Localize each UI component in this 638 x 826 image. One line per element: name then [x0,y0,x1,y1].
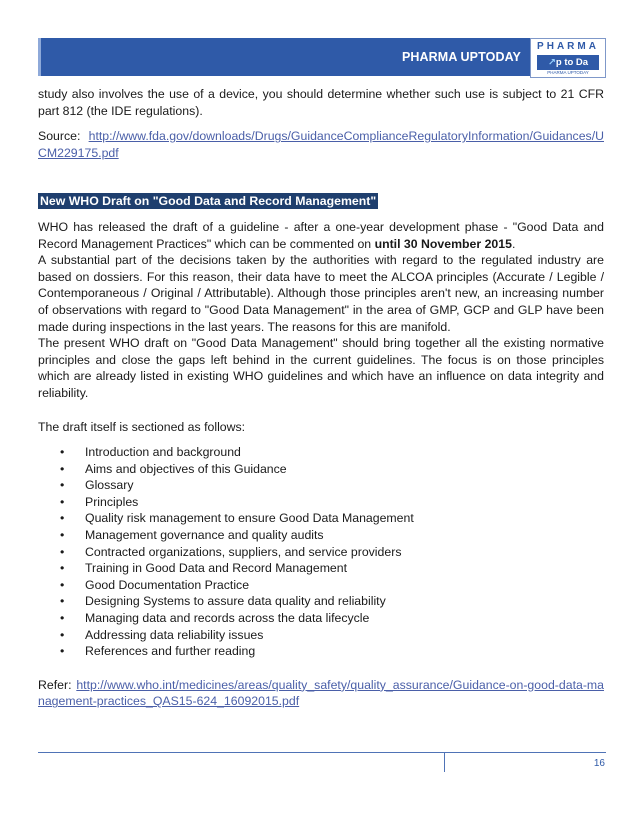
bullet-icon: • [60,445,65,460]
paragraph-3: The present WHO draft on "Good Data Management" should bring together all the existing normative principles and close the gaps left behind in the current guidelines. The focus is on those principles which are already listed in existing WHO guidelines and which have an influence on data integrity and reliability. [38,336,604,400]
intro-paragraph: study also involves the use of a device, you should determine whether such use is subject to 21 CFR part 812 (the IDE regulations). [38,87,604,118]
list-item [38,643,604,660]
list-item-text: Managing data and records across the data lifecycle [85,611,370,626]
list-item [38,461,604,478]
list-item-text: Designing Systems to assure data quality and reliability [85,594,386,609]
paragraph-2: A substantial part of the decisions taken by the authorities with regard to the regulated industry are based on dossiers. For this reason, their data have to meet the ALCOA principles (Accurate / Legible / Contemporaneous / Original / Attributable). Although those principles aren't new, an increasing number of observations with regard to "Good Data Management" in the area of GMP, GCP and GLP have been made during inspections in the last years. The reasons for this are manifold. [38,253,604,334]
list-item-text: Contracted organizations, suppliers, and service providers [85,544,402,559]
paragraph-1-text: WHO has released the draft of a guideline - after a one-year development phase - "Good Data and Record Management Practices" which can be commented on [38,219,604,251]
refer-line [38,677,604,710]
list-item-text: Management governance and quality audits [85,528,324,543]
list-item-text: References and further reading [85,644,256,659]
bullet-icon: • [60,461,65,476]
bullet-icon: • [60,528,65,543]
source-line [38,128,604,161]
bullet-icon: • [60,511,65,526]
list-item [38,477,604,494]
list-item [38,627,604,644]
pharma-uptoday-logo [530,38,606,78]
paragraph-1-end: . [511,236,516,251]
bullet-icon: • [60,644,65,659]
list-item-text: Introduction and background [85,445,241,460]
list-item [38,544,604,561]
list-item [38,510,604,527]
list-item [38,610,604,627]
page-number: 16 [593,758,605,769]
list-item [38,560,604,577]
bullet-icon: • [60,494,65,509]
logo-top-text: PHARMA [537,41,599,52]
section-heading: New WHO Draft on "Good Data and Record Management" [40,194,377,209]
deadline-date: until 30 November 2015 [374,236,512,251]
page-content [38,86,604,710]
list-item [38,494,604,511]
list-item [38,444,604,461]
list-item-text: Training in Good Data and Record Management [85,561,348,576]
source-label: Source: [38,129,89,144]
list-item-text: Principles [85,494,139,509]
bullet-icon: • [60,561,65,576]
page-number-box [444,752,607,772]
list-intro: The draft itself is sectioned as follows: [38,419,246,434]
logo-bottom-text: p to Da [555,57,589,68]
list-item-text: Good Documentation Practice [85,577,250,592]
arrow-up-icon: ↗ [547,57,556,68]
section-heading-line [38,193,604,210]
list-item [38,593,604,610]
list-item [38,527,604,544]
refer-label: Refer: [38,677,77,692]
bullet-icon: • [60,594,65,609]
paragraph-1 [38,219,604,252]
bullet-icon: • [60,478,65,493]
bullet-icon: • [60,544,65,559]
header-title: PHARMA UPTODAY [401,50,521,64]
list-item-text: Glossary [85,478,134,493]
logo-bottom-band [537,55,599,70]
list-item-text: Addressing data reliability issues [85,627,264,642]
header-bar [38,38,531,76]
bullet-icon: • [60,627,65,642]
bullet-icon: • [60,577,65,592]
list-item-text: Aims and objectives of this Guidance [85,461,287,476]
refer-link[interactable]: http://www.who.int/medicines/areas/quality_safety/quality_assurance/Guidance-on-good-data-management-practices_QAS15-624_16092015.pdf [38,677,604,709]
bullet-icon: • [60,611,65,626]
section-list [38,444,604,660]
list-item-text: Quality risk management to ensure Good Data Management [85,511,414,526]
list-item [38,577,604,594]
logo-sub-text: PHARMA UPTODAY [547,70,589,75]
source-link[interactable]: http://www.fda.gov/downloads/Drugs/GuidanceComplianceRegulatoryInformation/Guidances/UCM229175.pdf [38,129,604,160]
